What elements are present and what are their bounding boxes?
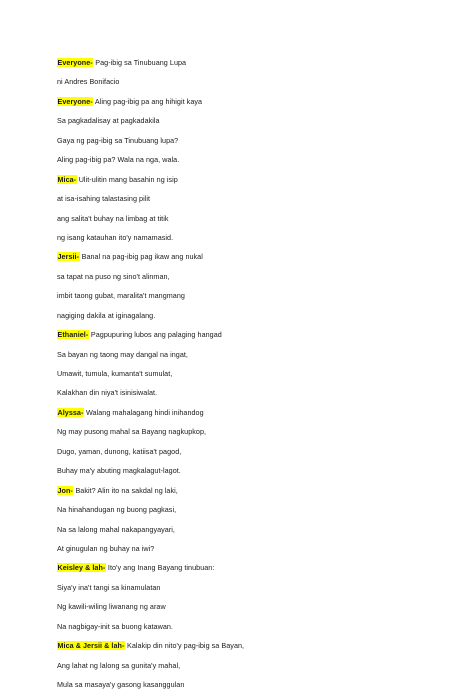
line-text: nagiging dakila at iginagalang.	[57, 310, 156, 320]
line-text: Mula sa masaya'y gasong kasanggulan	[57, 680, 185, 689]
text-line	[57, 193, 457, 212]
text-line	[57, 446, 457, 465]
text-line	[57, 251, 457, 270]
line-text: Pag-ibig sa Tinubuang Lupa	[95, 58, 187, 67]
line-text: Sa bayan ng taong may dangal na ingat,	[57, 349, 188, 359]
line-text: Walang mahalagang hindi inihandog	[85, 407, 204, 417]
text-line	[57, 407, 457, 426]
text-line	[57, 543, 457, 562]
text-line	[57, 290, 457, 309]
line-text: Ito'y ang Inang Bayang tinubuan:	[107, 563, 215, 573]
line-text: Bakit? Alin ito na sakdal ng laki,	[75, 485, 178, 495]
speaker-highlight: Ethaniel-	[57, 330, 89, 340]
line-text: ng isang katauhan ito'y namamasid.	[57, 232, 174, 242]
poem-text	[57, 57, 457, 698]
speaker-highlight: Everyone-	[57, 96, 93, 106]
text-line	[57, 504, 457, 523]
text-line	[57, 426, 457, 445]
text-line	[57, 57, 457, 76]
text-line	[57, 349, 457, 368]
text-line	[57, 640, 457, 659]
text-line	[57, 368, 457, 387]
text-line	[57, 679, 457, 698]
line-text: Siya'y ina't tangi sa kinamulatan	[57, 582, 161, 592]
text-line	[57, 310, 457, 329]
line-text: Ulit-ulitin mang basahin ng isip	[78, 174, 178, 184]
text-line	[57, 329, 457, 348]
line-text: Sa pagkadalisay at pagkadakila	[57, 116, 160, 126]
speaker-highlight: Keisley & lah-	[57, 563, 106, 573]
line-text: Na hinahandugan ng buong pagkasi,	[57, 505, 177, 515]
speaker-highlight: Mica-	[57, 174, 77, 184]
text-line	[57, 465, 457, 484]
line-text: Umawit, tumula, kumanta't sumulat,	[57, 369, 173, 378]
text-line	[57, 524, 457, 543]
line-text: Kalakip din nito'y pag-ibig sa Bayan,	[126, 641, 245, 651]
line-text: Ng kawili-wiling liwanang ng araw	[57, 602, 166, 612]
text-line	[57, 76, 457, 95]
line-text: ang salita't buhay na limbag at titik	[57, 213, 169, 223]
line-text: Ng may pusong mahal sa Bayang nagkupkop,	[57, 427, 207, 437]
line-text: Na nagbigay-init sa buong katawan.	[57, 621, 173, 631]
line-text: Aling pag-ibig pa? Wala na nga, wala.	[57, 155, 180, 165]
speaker-highlight: Jon-	[57, 485, 73, 495]
speaker-highlight: Jersii-	[57, 252, 80, 262]
text-line	[57, 135, 457, 154]
text-line	[57, 621, 457, 640]
line-text: Aling pag-ibig pa ang hihigit kaya	[94, 96, 203, 106]
text-line	[57, 174, 457, 193]
speaker-highlight: Everyone-	[57, 58, 93, 67]
text-line	[57, 387, 457, 406]
text-line	[57, 582, 457, 601]
line-text: sa tapat na puso ng sino't alinman,	[57, 271, 170, 281]
text-line	[57, 485, 457, 504]
line-text: Ang lahat ng lalong sa gunita'y mahal,	[57, 660, 181, 670]
text-line	[57, 154, 457, 173]
text-line	[57, 271, 457, 290]
line-text: Kalakhan din niya't isinisiwalat.	[57, 388, 158, 398]
line-text: Na sa lalong mahal nakapangyayari,	[57, 524, 175, 534]
text-line	[57, 660, 457, 679]
line-text: imbit taong gubat, maralita't mangmang	[57, 291, 185, 301]
speaker-highlight: Mica & Jersii & lah-	[57, 641, 125, 651]
text-line	[57, 96, 457, 115]
line-text: Dugo, yaman, dunong, katiisa't pagod,	[57, 446, 182, 456]
line-text: ni Andres Bonifacio	[57, 77, 120, 87]
text-line	[57, 213, 457, 232]
text-line	[57, 601, 457, 620]
text-line	[57, 232, 457, 251]
line-text: Gaya ng pag-ibig sa Tinubuang lupa?	[57, 135, 179, 145]
line-text: Pagpupuring lubos ang palaging hangad	[90, 330, 222, 340]
speaker-highlight: Alyssa-	[57, 407, 84, 417]
text-line	[57, 115, 457, 134]
line-text: at isa-isahing talastasing pilit	[57, 194, 151, 204]
text-line	[57, 562, 457, 581]
line-text: At ginugulan ng buhay na iwi?	[57, 543, 155, 553]
line-text: Banal na pag-ibig pag ikaw ang nukal	[81, 252, 203, 262]
line-text: Buhay ma'y abuting magkalagut-lagot.	[57, 466, 181, 476]
